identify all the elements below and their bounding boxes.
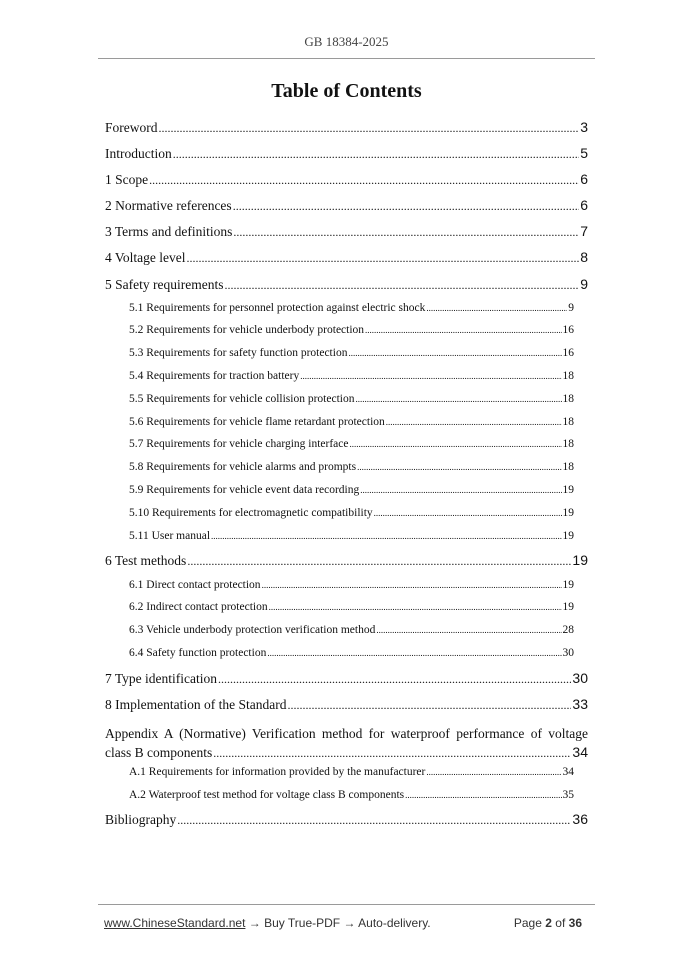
dot-leader [267,646,561,660]
toc-entry[interactable] [105,248,588,274]
dot-leader [213,744,571,763]
toc-entry[interactable] [105,118,588,144]
toc-entry[interactable] [105,323,588,346]
toc-entry[interactable] [105,578,588,601]
toc-entry[interactable] [105,646,588,669]
toc-entry[interactable] [105,788,588,811]
toc-tail-entries [105,765,588,837]
toc-entry[interactable] [105,669,588,695]
toc-entry[interactable] [105,460,588,483]
toc-entry[interactable] [105,483,588,506]
toc-entry-label: 6 Test methods [105,553,187,569]
dot-leader [177,812,571,828]
dot-leader [218,671,571,687]
dot-leader [187,553,571,569]
arrow-right-icon: → [248,916,261,930]
dot-leader [357,460,561,474]
toc-entry-page: 6 [580,171,588,188]
toc-entry-label: 5.1 Requirements for personnel protection against electric shock [129,301,426,314]
dot-leader [187,250,580,266]
toc-entry[interactable] [105,196,588,222]
toc-entry-page: 30 [562,646,574,659]
dot-leader [300,369,561,383]
toc-entry-label: 5.7 Requirements for vehicle charging interface [129,438,349,451]
toc-entry-label: 5.10 Requirements for electromagnetic compatibility [129,506,373,519]
footer-promo-1: Buy True-PDF [264,916,341,930]
toc-entry-label: 4 Voltage level [105,250,186,266]
of-word: of [555,916,566,930]
toc-entry-label: 6.3 Vehicle underbody protection verification method [129,624,376,637]
arrow-right-icon: → [343,916,356,930]
toc-entry-page: 18 [562,461,574,474]
toc-entry-label: 8 Implementation of the Standard [105,696,287,712]
dot-leader [405,788,561,802]
toc-entry-label: 5.6 Requirements for vehicle flame retardant protection [129,415,385,428]
dot-leader [224,277,579,293]
toc-entry[interactable] [105,551,588,577]
toc-entry-label: 5.9 Requirements for vehicle event data recording [129,484,360,497]
footer-promo-2: Auto-delivery. [358,916,431,930]
page-indicator [514,916,582,930]
dot-leader [173,146,579,162]
toc-entry-page: 16 [562,324,574,337]
toc-entry[interactable] [105,415,588,438]
toc-entry-page: 35 [562,788,574,801]
toc-entry-label: Appendix A (Normative) Verification method for waterproof performance of voltage [105,725,588,741]
toc-entry-label: 7 Type identification [105,670,218,686]
toc-entry-page: 5 [580,145,588,162]
page-word: Page [513,916,542,930]
toc-entry-page: 18 [562,370,574,383]
toc-entry-page: 7 [580,223,588,240]
toc-entry-appendix-a[interactable] [105,721,588,765]
toc-entry-label: A.2 Waterproof test method for voltage class B components [129,788,405,801]
document-id-header: GB 18384-2025 [304,34,389,49]
toc-entry-page: 6 [580,197,588,214]
toc-entry-page: 18 [562,415,574,428]
toc-entry[interactable] [105,506,588,529]
dot-leader [376,623,561,637]
toc-entry[interactable] [105,275,588,301]
toc-entry[interactable] [105,346,588,369]
dot-leader [233,198,580,214]
toc-main-entries [105,118,588,721]
dot-leader [426,765,561,779]
toc-entry-label: 5.4 Requirements for traction battery [129,370,300,383]
page-footer [104,916,582,930]
toc-entry[interactable] [105,369,588,392]
toc-entry[interactable] [105,600,588,623]
dot-leader [159,120,580,136]
toc-entry-page: 18 [562,392,574,405]
toc-entry-label: Introduction [105,146,172,162]
toc-entry-page: 19 [562,601,574,614]
toc-entry-page: 18 [562,438,574,451]
table-of-contents [105,118,588,837]
toc-entry-page: 9 [568,301,574,314]
toc-entry[interactable] [105,765,588,788]
toc-entry[interactable] [105,529,588,552]
dot-leader [426,301,567,315]
toc-entry-page: 3 [580,119,588,135]
toc-entry-label: 5.3 Requirements for safety function protection [129,347,348,360]
toc-entry-page: 33 [572,695,588,712]
toc-entry-page: 16 [562,347,574,360]
toc-entry-label: 5.5 Requirements for vehicle collision protection [129,392,355,405]
toc-entry[interactable] [105,623,588,646]
toc-entry[interactable] [105,170,588,196]
dot-leader [355,392,561,406]
toc-entry-label: 1 Scope [105,172,149,188]
toc-entry-page: 34 [562,765,574,778]
toc-entry[interactable] [105,437,588,460]
toc-entry-label: 5.8 Requirements for vehicle alarms and prompts [129,461,357,474]
dot-leader [211,529,561,543]
toc-entry[interactable] [105,301,588,324]
website-link[interactable]: www.ChineseStandard.net [104,916,246,930]
toc-entry-label: 5 Safety requirements [105,276,224,292]
page-number: 2 [545,916,552,930]
toc-entry-page: 30 [572,669,588,686]
dot-leader [386,415,562,429]
toc-entry-page: 9 [580,275,588,292]
toc-entry-page: 19 [562,506,574,519]
toc-entry[interactable] [105,144,588,170]
toc-entry-label: 3 Terms and definitions [105,224,233,240]
toc-entry[interactable] [105,695,588,721]
toc-entry-page: 36 [572,811,588,828]
toc-entry-page: 19 [562,529,574,542]
dot-leader [149,172,579,188]
dot-leader [360,483,561,497]
dot-leader [348,346,561,360]
toc-entry[interactable] [105,222,588,248]
toc-entry-page: 19 [572,552,588,569]
toc-entry-label: 6.2 Indirect contact protection [129,601,268,614]
toc-entry-label: 5.11 User manual [129,529,211,542]
toc-entry-label: 2 Normative references [105,198,232,214]
toc-entry-page: 8 [580,249,588,266]
toc-entry-label: A.1 Requirements for information provided by the manufacturer [129,765,426,778]
dot-leader [262,578,562,592]
dot-leader [349,437,561,451]
toc-entry-page: 19 [562,578,574,591]
dot-leader [269,600,562,614]
toc-entry-label: class B components [105,744,213,760]
page-total: 36 [568,916,582,930]
footer-divider [98,904,595,905]
toc-entry[interactable] [105,392,588,415]
dot-leader [233,224,579,240]
toc-entry-label: Foreword [105,120,158,135]
dot-leader [365,323,561,337]
toc-entry-label: Bibliography [105,812,177,828]
toc-entry-page: 28 [562,624,574,637]
toc-entry-label: 6.4 Safety function protection [129,646,267,659]
dot-leader [374,506,562,520]
toc-entry[interactable] [105,810,588,836]
page-title: Table of Contents [271,80,422,102]
toc-entry-label: 5.2 Requirements for vehicle underbody protection [129,324,365,337]
header-divider [98,58,595,59]
dot-leader [287,697,571,713]
footer-promo [104,916,431,930]
toc-entry-label: 6.1 Direct contact protection [129,578,261,591]
toc-entry-page: 34 [572,743,588,760]
toc-entry-page: 19 [562,484,574,497]
